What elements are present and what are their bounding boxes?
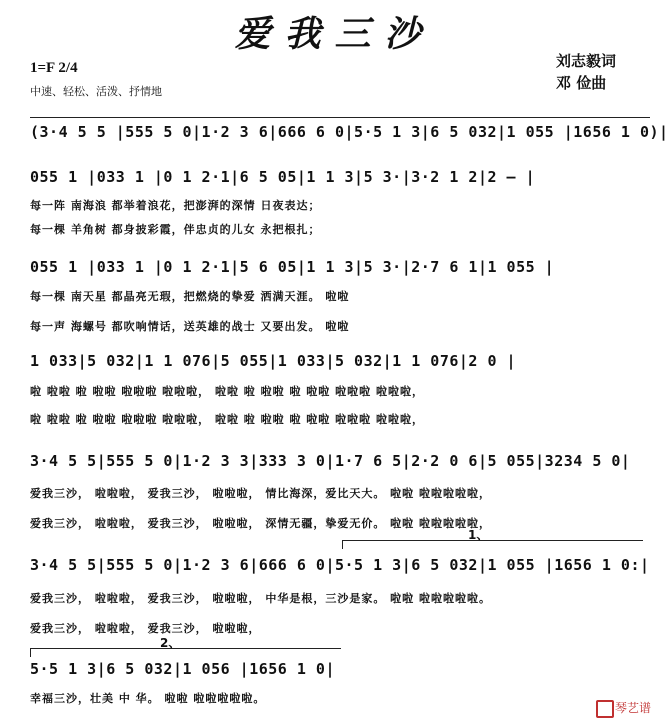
lyric-line-4: 每一声 海螺号 都吹响情话，送英雄的战士 又要出发。 啦啦 [30,320,350,333]
second-ending-bracket [30,648,341,657]
tempo-marking: 中速、轻松、活泼、抒情地 [30,85,162,98]
lyric-line-7: 爱我三沙， 啦啦啦， 爱我三沙， 啦啦啦， 情比海深，爱比天大。 啦啦 啦啦啦啦啦， [30,487,491,500]
second-ending-label: 2、 [160,636,181,650]
notation-line-2: 055 1 |033 1 |0 1 2·1|6 5 05|1 1 3|5 3·|3·2 1 2|2 — | [30,168,536,186]
beam-line [30,117,650,118]
watermark-text: 琴艺谱 [615,701,652,715]
lyric-line-11: 幸福三沙，壮美 中 华。 啦啦 啦啦啦啦啦。 [30,692,266,705]
lyric-line-1: 每一阵 南海浪 都举着浪花，把澎湃的深情 日夜表达； [30,199,321,212]
watermark-logo-icon [596,700,614,718]
notation-line-7: 5·5 1 3|6 5 032|1 056 |1656 1 0| [30,660,335,678]
composer-credit: 邓 俭曲 [556,74,607,92]
lyric-line-5: 啦 啦啦 啦 啦啦 啦啦啦 啦啦啦， 啦啦 啦 啦啦 啦 啦啦 啦啦啦 啦啦啦， [30,385,424,398]
notation-line-6: 3·4 5 5|555 5 0|1·2 3 6|666 6 0|5·5 1 3|6 5 032|1 055 |1656 1 0:| [30,556,650,574]
first-ending-bracket [342,540,643,549]
song-title: 爱我三沙 [234,13,435,55]
lyric-line-3: 每一棵 南天星 都晶亮无瑕，把燃烧的挚爱 洒满天涯。 啦啦 [30,290,350,303]
first-ending-label: 1、 [468,528,489,542]
lyric-line-10: 爱我三沙， 啦啦啦， 爱我三沙， 啦啦啦， [30,622,261,635]
notation-line-1: (3·4 5 5 |555 5 0|1·2 3 6|666 6 0|5·5 1 3|6 5 032|1 055 |1656 1 0)| [30,123,669,141]
key-signature: 1=F 2/4 [30,60,78,76]
lyricist-credit: 刘志毅词 [556,52,617,70]
notation-line-4: 1 033|5 032|1 1 076|5 055|1 033|5 032|1 1 076|2 0 | [30,352,517,370]
lyric-line-9: 爱我三沙， 啦啦啦， 爱我三沙， 啦啦啦， 中华是根，三沙是家。 啦啦 啦啦啦啦啦。 [30,592,491,605]
lyric-line-8: 爱我三沙， 啦啦啦， 爱我三沙， 啦啦啦， 深情无疆，挚爱无价。 啦啦 啦啦啦啦啦， [30,517,491,530]
lyric-line-2: 每一棵 羊角树 都身披彩霞，伴忠贞的儿女 永把根扎； [30,223,321,236]
lyric-line-6: 啦 啦啦 啦 啦啦 啦啦啦 啦啦啦， 啦啦 啦 啦啦 啦 啦啦 啦啦啦 啦啦啦， [30,413,424,426]
notation-line-3: 055 1 |033 1 |0 1 2·1|5 6 05|1 1 3|5 3·|2·7 6 1|1 055 | [30,258,555,276]
notation-line-5: 3·4 5 5|555 5 0|1·2 3 3|333 3 0|1·7 6 5|2·2 0 6|5 055|3234 5 0| [30,452,631,470]
